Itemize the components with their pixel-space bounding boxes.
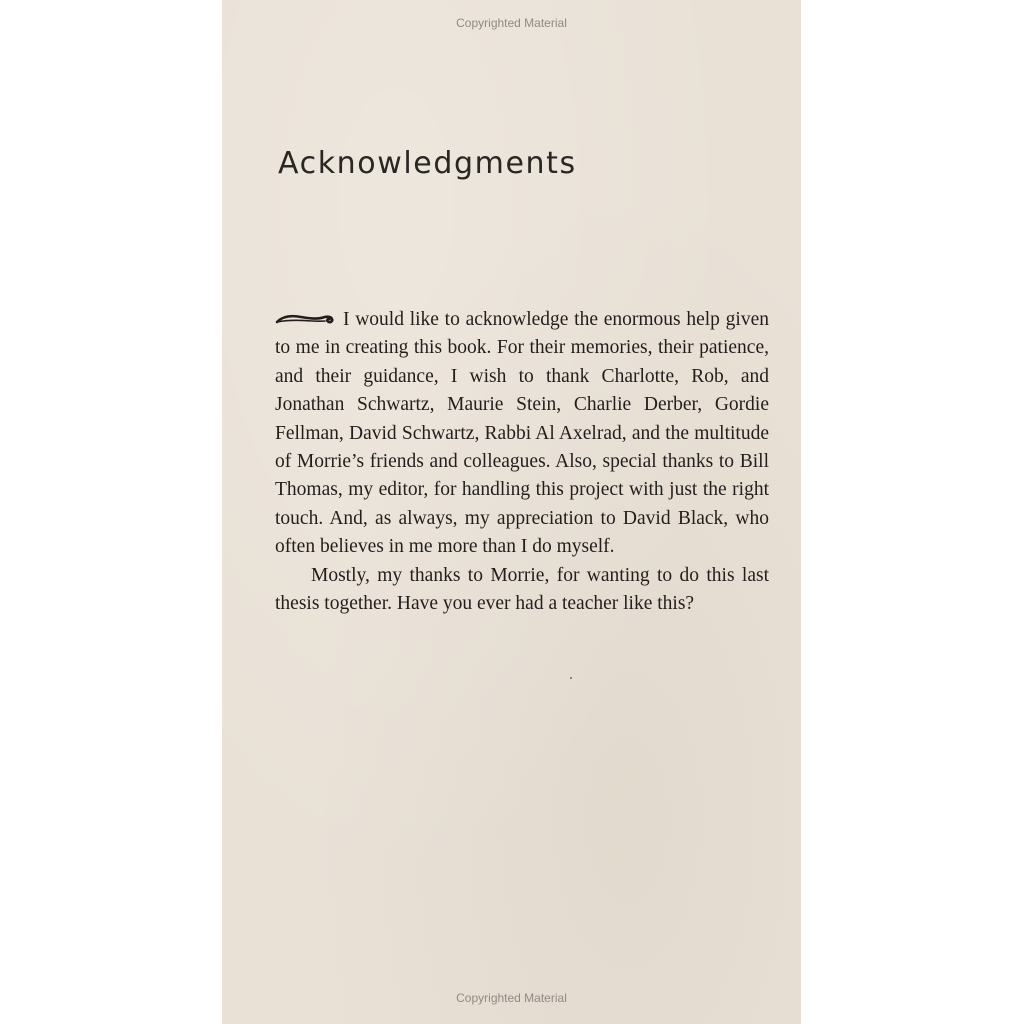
paragraph-1 <box>275 306 769 562</box>
watermark-top: Copyrighted Material <box>456 16 567 30</box>
book-page <box>222 0 801 1024</box>
acknowledgments-body <box>275 306 769 618</box>
paragraph-1-text: I would like to acknowledge the enormous help given to me in creating this book. For their memories, their patience, and their guidance, I wish to thank Charlotte, Rob, and Jonathan Schwartz, Maurie Stein, Charlie Derber, Gordie Fellman, David Schwartz, Rabbi Al Axelrad, and the multitude of Morrie’s friends and colleagues. Also, special thanks to Bill Thomas, my editor, for handling this project with just the right touch. And, as always, my appreciation to David Black, who often believes in me more than I do myself. <box>275 309 769 558</box>
speck <box>570 677 572 679</box>
page-title: Acknowledgments <box>278 146 577 181</box>
watermark-bottom: Copyrighted Material <box>456 991 567 1005</box>
flourish-icon <box>275 312 337 326</box>
paragraph-2: Mostly, my thanks to Morrie, for wanting to do this last thesis together. Have you ever had a teacher like this? <box>275 564 769 615</box>
